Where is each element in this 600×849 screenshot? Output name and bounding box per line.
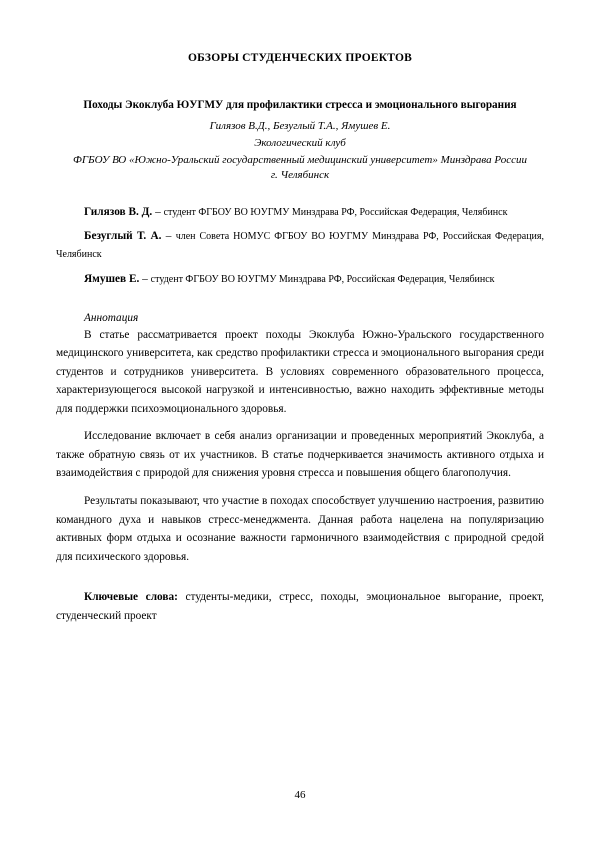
author-dash: – (152, 205, 164, 218)
organization-line: Экологический клуб (254, 136, 346, 149)
author-name: Гилязов В. Д. (84, 205, 153, 218)
author-role: студент ФГБОУ ВО ЮУГМУ Минздрава РФ, Российская Федерация, Челябинск (150, 273, 495, 285)
affiliation-line: ФГБОУ ВО «Южно-Уральский государственный медицинский университет» Минздрава России (73, 153, 527, 166)
city-line: г. Челябинск (270, 168, 330, 181)
article-title: Походы Экоклуба ЮУГМУ для профилактики стресса и эмоционального выгорания (83, 99, 517, 111)
author-bio (56, 270, 544, 288)
author-bio (56, 227, 544, 264)
author-dash: – (161, 229, 176, 242)
abstract-paragraph: Результаты показывают, что участие в походах способствует улучшению настроения, развитию командного духа и навыков стресс-менеджмента. Данная работа нацелена на популяризацию активных форм отдыха и осознание важности гармоничного взаимодействия с природной средой для психического здоровья. (56, 494, 544, 563)
author-dash: – (139, 272, 151, 285)
abstract-paragraph: В статье рассматривается проект походы Экоклуба Южно-Уральского государственного медицинского университета, как средство профилактики стресса и эмоционального выгорания среди студентов и сотрудников университета. В условиях современного образовательного процесса, характеризующегося высокой нагрузкой и интенсивностью, важно находить эффективные методы для поддержки психоэмоционального здоровья. (56, 328, 544, 415)
keywords-label: Ключевые слова: (84, 591, 178, 604)
keywords-block (56, 588, 544, 625)
author-role: студент ФГБОУ ВО ЮУГМУ Минздрава РФ, Российская Федерация, Челябинск (163, 206, 508, 218)
abstract-paragraph: Исследование включает в себя анализ организации и проведенных мероприятий Экоклуба, а также обратную связь от их участников. В статье подчеркивается значимость активного отдыха и взаимодействия с природой для снижения уровня стресса и повышения общего благополучия. (56, 430, 544, 480)
section-heading: ОБЗОРЫ СТУДЕНЧЕСКИХ ПРОЕКТОВ (187, 52, 412, 64)
authors-line: Гилязов В.Д., Безуглый Т.А., Ямушев Е. (209, 119, 391, 132)
abstract-label: Аннотация (84, 311, 139, 324)
keywords-text: студенты-медики, стресс, походы, эмоциональное выгорание, проект, студенческий проект (56, 591, 544, 622)
author-name: Безуглый Т. А. (84, 229, 162, 242)
author-bio (56, 203, 544, 221)
author-name: Ямушев Е. (84, 272, 140, 285)
page-number: 46 (294, 789, 306, 801)
author-role: член Совета НОМУС ФГБОУ ВО ЮУГМУ Минздрава РФ, Российская Федерация, Челябинск (56, 230, 544, 261)
